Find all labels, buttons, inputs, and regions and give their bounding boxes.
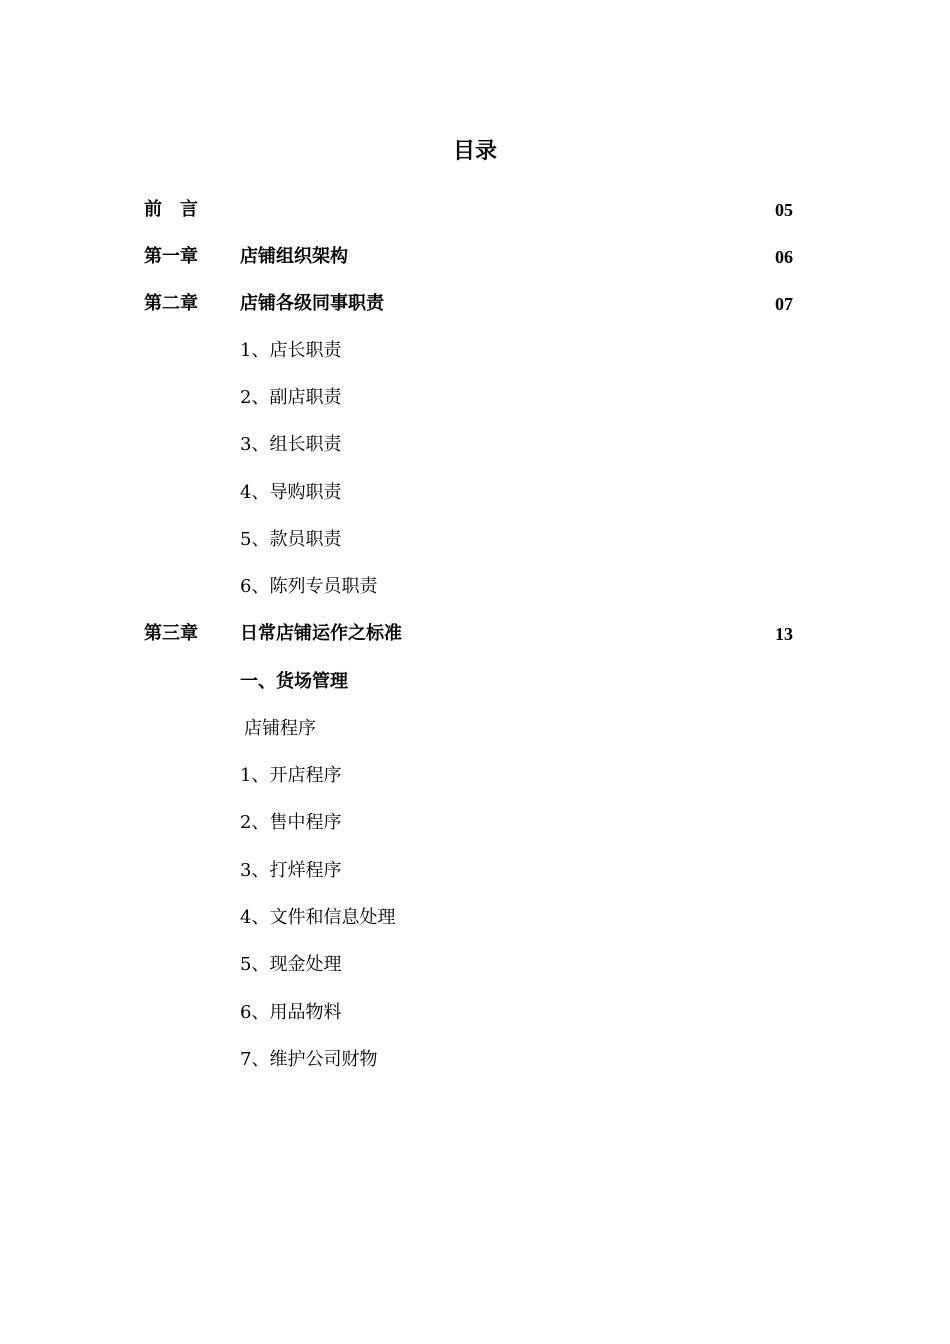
toc-subentry-label: 3、组长职责 xyxy=(240,434,342,455)
toc-chapter-title: 店铺组织架构 xyxy=(240,246,348,267)
toc-subentry[interactable] xyxy=(0,808,950,838)
toc-subentry[interactable] xyxy=(0,998,950,1028)
toc-subentry[interactable] xyxy=(0,525,950,555)
toc-subentry-label: 5、现金处理 xyxy=(240,954,342,975)
toc-subentry[interactable] xyxy=(0,572,950,602)
toc-subentry[interactable] xyxy=(0,430,950,460)
toc-chapter-title: 店铺各级同事职责 xyxy=(240,293,384,314)
toc-chapter-label: 第一章 xyxy=(144,246,198,267)
toc-chapter-label: 第二章 xyxy=(144,293,198,314)
toc-subentry-label: 7、维护公司财物 xyxy=(240,1049,378,1070)
toc-page-number: 06 xyxy=(775,247,793,267)
toc-subentry-label: 5、款员职责 xyxy=(240,529,342,550)
toc-entry-chapter2[interactable] xyxy=(0,289,950,319)
toc-subentry-label: 2、副店职责 xyxy=(240,387,342,408)
toc-section-label: 一、货场管理 xyxy=(240,671,348,692)
toc-subentry[interactable] xyxy=(0,1045,950,1075)
toc-subsection-heading[interactable] xyxy=(0,714,950,744)
toc-subentry-label: 1、店长职责 xyxy=(240,340,342,361)
toc-page-number: 07 xyxy=(775,294,793,314)
toc-subentry[interactable] xyxy=(0,950,950,980)
toc-subentry[interactable] xyxy=(0,336,950,366)
toc-subentry-label: 6、用品物料 xyxy=(240,1002,342,1023)
toc-chapter-label: 前 言 xyxy=(144,199,198,220)
toc-chapter-label: 第三章 xyxy=(144,623,198,644)
toc-subentry[interactable] xyxy=(0,383,950,413)
toc-chapter-title: 日常店铺运作之标准 xyxy=(240,623,402,644)
toc-page-number: 05 xyxy=(775,200,793,220)
toc-section-heading[interactable] xyxy=(0,667,950,697)
toc-subentry[interactable] xyxy=(0,478,950,508)
page-title: 目录 xyxy=(452,138,497,164)
toc-subentry-label: 2、售中程序 xyxy=(240,812,342,833)
toc-subentry-label: 1、开店程序 xyxy=(240,765,342,786)
toc-subentry-label: 6、陈列专员职责 xyxy=(240,576,378,597)
toc-subentry-label: 4、导购职责 xyxy=(240,482,342,503)
toc-page-number: 13 xyxy=(775,624,793,644)
toc-subentry[interactable] xyxy=(0,856,950,886)
toc-entry-preface[interactable] xyxy=(0,195,950,225)
toc-subentry-label: 3、打烊程序 xyxy=(240,860,342,881)
toc-subsection-label: 店铺程序 xyxy=(244,718,316,739)
toc-subentry[interactable] xyxy=(0,903,950,933)
toc-entry-chapter1[interactable] xyxy=(0,242,950,272)
toc-subentry[interactable] xyxy=(0,761,950,791)
toc-entry-chapter3[interactable] xyxy=(0,619,950,649)
toc-subentry-label: 4、文件和信息处理 xyxy=(240,907,396,928)
